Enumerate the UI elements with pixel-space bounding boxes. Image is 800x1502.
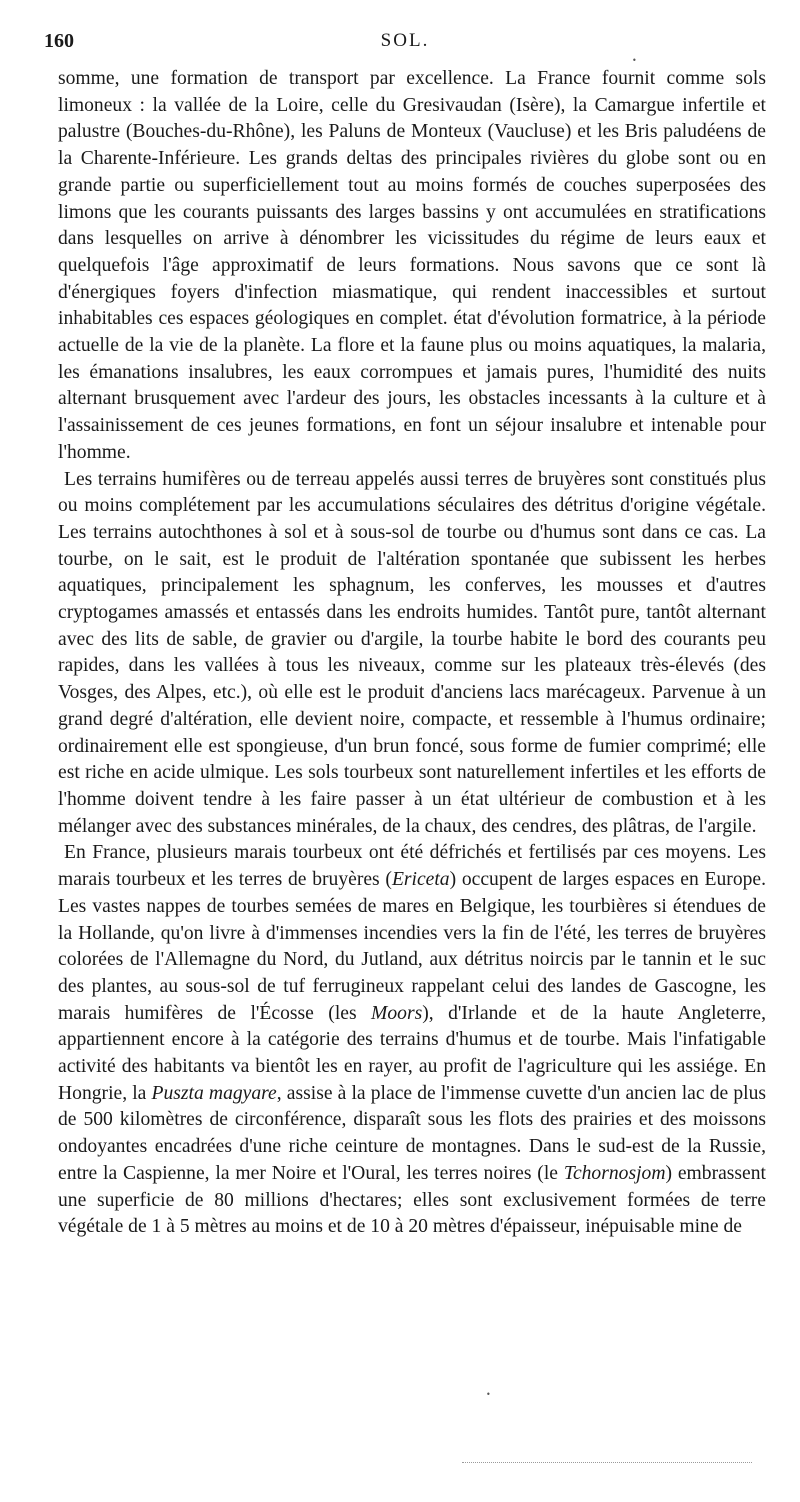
text-run: ) embrassent une superficie de 80 millions d'hectares; elles sont exclusivement formées de terre végétale de 1 à 5 mètres au moins et de 10 à 20 mètres d'épaisseur, inépuisable mine de xyxy=(58,1162,766,1238)
print-speck: • xyxy=(632,56,637,65)
text-run: somme, une formation de transport par excellence. La France fournit comme sols limoneux : la vallée de la Loire, celle du Gresivaudan (Isère), la Camargue infertile et palustre (Bouches-du-Rhône), les Paluns de Monteux (Vaucluse) et les Bris paludéens de la Charente-Inférieure. Les grands deltas des principales rivières du globe sont ou en grande partie ou superficiellement tout au moins formés de couches superposées des limons que les courants puissants des larges bassins y ont accumulées en stratifications dans lesquelles on arrive à dénombrer les vicissitudes du régime de leurs eaux et quelquefois l'âge approximatif de leurs formations. Nous savons que ce sont là d'énergiques foyers d'infection miasmatique, qui rendent inaccessibles et surtout inhabitables ces espaces géologiques en complet. état d'évolution formatrice, à la période actuelle de la vie de la planète. La flore et la faune plus ou moins aquatiques, la malaria, les émanations insalubres, les eaux corrompues et jamais pures, l'humidité des nuits alternant brusquement avec l'ardeur des jours, les obstacles incessants à la culture et à l'assainissement de ces jeunes formations, en font un séjour insalubre et intenable pour l'homme. xyxy=(58,68,766,463)
text-run: ) occupent de larges espaces en Europe. Les vastes nappes de tourbes semées de mares en Belgique, les tourbières si étendues de la Hollande, qu'on livre à d'immenses incendies vers la fin de l'été, les terres de bruyères colorées de l'Allemagne du Nord, du Jutland, aux détritus noircis par le tannin et le suc des plantes, au sous-sol de tuf ferrugineux rappelant celui des landes de Gascogne, les marais humifères de l'Écosse (les xyxy=(58,869,767,1024)
page-header xyxy=(44,30,766,60)
text-run: , assise à la place de l'immense cuvette d'un ancien lac de plus de 500 kilomètres de circonférence, disparaît sous les flots des prairies et des moissons ondoyantes encadrées d'une riche ceinture de montagnes. Dans le sud-est de la Russie, entre la Caspienne, la mer Noire et l'Oural, les terres noires (le xyxy=(58,1082,766,1184)
italic-term: Puszta magyare xyxy=(151,1082,277,1104)
print-speck: • xyxy=(486,1390,491,1399)
italic-term: Tchornosjom xyxy=(563,1162,666,1184)
text-run: En France, plusieurs marais tourbeux ont été défrichés et fertilisés par ces moyens. Les marais tourbeux et les terres de bruyères ( xyxy=(58,842,766,891)
paragraph xyxy=(58,467,766,841)
page-number: 160 xyxy=(44,30,74,52)
text-run: ), d'Irlande et de la haute Angleterre, appartiennent encore à la catégorie des terrains d'humus et de tourbe. Mais l'infatigable activité des habitants va bientôt les en rayer, au profit de l'agriculture qui les assiége. En Hongrie, la xyxy=(58,1002,767,1104)
text-run: Les terrains humifères ou de terreau appelés aussi terres de bruyères sont constitués plus ou moins complétement par les accumulations séculaires des détritus d'origine végétale. Les terrains autochthones à sol et à sous-sol de tourbe ou d'humus sont dans ce cas. La tourbe, on le sait, est le produit de l'altération spontanée que subissent les herbes aquatiques, principalement les sphagnum, les conferves, les mousses et d'autres cryptogames amassés et entassés dans les endroits humides. Tantôt pure, tantôt alternant avec des lits de sable, de gravier ou d'argile, la tourbe habite le bord des courants peu rapides, dans les vallées à tous les niveaux, comme sur les plateaux très-élevés (des Vosges, des Alpes, etc.), où elle est le produit d'anciens lacs marécageux. Parvenue à un grand degré d'altération, elle devient noire, compacte, et ressemble à l'humus ordinaire; ordinairement elle est spongieuse, d'un brun foncé, sous forme de fumier comprimé; elle est riche en acide ulmique. Les sols tourbeux sont naturellement infertiles et les efforts de l'homme doivent tendre à les faire passer à un état ultérieur de combustion et à les mélanger avec des substances minérales, de la chaux, des cendres, des plâtras, de l'argile. xyxy=(58,468,766,837)
italic-term: Ericeta xyxy=(391,869,450,891)
italic-term: Moors xyxy=(371,1002,423,1024)
bleed-through-line xyxy=(462,1462,752,1467)
running-title: SOL. xyxy=(380,30,430,51)
body-text xyxy=(58,66,766,1241)
paragraph xyxy=(58,66,766,467)
paragraph xyxy=(58,840,766,1241)
